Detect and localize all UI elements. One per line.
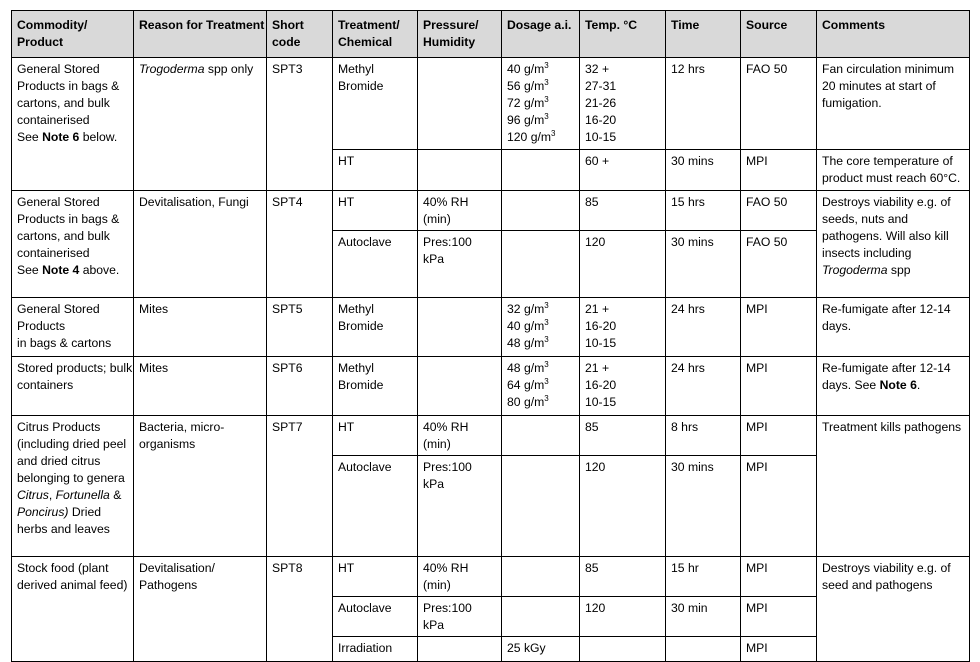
pressure-cell: 40% RH (min) <box>418 191 502 231</box>
table-row <box>12 298 970 357</box>
temp-cell: 85 <box>580 416 666 456</box>
comments-cell: Destroys viability e.g. of seeds, nuts and pathogens. Will also kill insects including Trogoderma spp <box>817 191 970 298</box>
treatment-cell: Autoclave <box>333 597 418 637</box>
comments-cell: Treatment kills pathogens <box>817 416 970 557</box>
time-cell <box>666 637 741 662</box>
source-cell: MPI <box>741 456 817 557</box>
dosage-cell <box>502 557 580 597</box>
table-row <box>12 58 970 150</box>
pressure-cell: Pres:100 kPa <box>418 231 502 298</box>
temp-cell: 120 <box>580 456 666 557</box>
treatment-cell: HT <box>333 191 418 231</box>
pressure-cell: Pres:100 kPa <box>418 456 502 557</box>
table-row <box>12 557 970 597</box>
source-cell: MPI <box>741 298 817 357</box>
pressure-cell: Pres:100 kPa <box>418 597 502 637</box>
source-cell: FAO 50 <box>741 58 817 150</box>
source-cell: FAO 50 <box>741 231 817 298</box>
commodity-cell: General Stored Products in bags & cartons <box>12 298 134 357</box>
temp-cell: 21 + 16-20 10-15 <box>580 357 666 416</box>
comments-cell: Re-fumigate after 12-14 days. <box>817 298 970 357</box>
source-cell: MPI <box>741 357 817 416</box>
header-pressure: Pressure/ Humidity <box>418 11 502 58</box>
source-cell: MPI <box>741 416 817 456</box>
short-code-cell: SPT4 <box>267 191 333 298</box>
header-source: Source <box>741 11 817 58</box>
time-cell: 30 mins <box>666 150 741 191</box>
table-row <box>12 357 970 416</box>
header-row <box>12 11 970 58</box>
reason-cell: Devitalisation, Fungi <box>134 191 267 298</box>
commodity-cell: Citrus Products (including dried peel and dried citrus belonging to genera Citrus, Fortunella & Poncirus) Dried herbs and leaves <box>12 416 134 557</box>
short-code-cell: SPT3 <box>267 58 333 191</box>
header-short-code: Short code <box>267 11 333 58</box>
pressure-cell: 40% RH (min) <box>418 416 502 456</box>
time-cell: 8 hrs <box>666 416 741 456</box>
treatment-cell: HT <box>333 416 418 456</box>
pressure-cell <box>418 298 502 357</box>
comments-cell: Fan circulation minimum 20 minutes at start of fumigation. <box>817 58 970 150</box>
pressure-cell <box>418 637 502 662</box>
time-cell: 30 min <box>666 597 741 637</box>
treatment-cell: Autoclave <box>333 231 418 298</box>
time-cell: 12 hrs <box>666 58 741 150</box>
short-code-cell: SPT7 <box>267 416 333 557</box>
treatment-table <box>11 10 970 662</box>
pressure-cell <box>418 357 502 416</box>
commodity-cell: General Stored Products in bags & cartons, and bulk containerised See Note 6 below. <box>12 58 134 191</box>
dosage-cell: 32 $g/m^3$ 40 $g/m^3$ 48 $g/m^3$ <box>502 298 580 357</box>
dosage-cell <box>502 456 580 557</box>
temp-cell: 85 <box>580 191 666 231</box>
header-dosage: Dosage a.i. <box>502 11 580 58</box>
header-treatment: Treatment/ Chemical <box>333 11 418 58</box>
table-row <box>12 191 970 231</box>
dosage-cell <box>502 597 580 637</box>
dosage-cell <box>502 416 580 456</box>
comments-cell: The core temperature of product must reach 60°C. <box>817 150 970 191</box>
treatment-cell: HT <box>333 150 418 191</box>
time-cell: 30 mins <box>666 231 741 298</box>
dosage-cell: 48 $g/m^3$ 64 $g/m^3$ 80 $g/m^3$ <box>502 357 580 416</box>
dosage-cell: 40 $g/m^3$ 56 $g/m^3$ 72 $g/m^3$ 96 $g/m^3$ 120 $g/m^3$ <box>502 58 580 150</box>
header-commodity: Commodity/ Product <box>12 11 134 58</box>
temp-cell: 120 <box>580 231 666 298</box>
reason-cell: Trogoderma spp only <box>134 58 267 191</box>
short-code-cell: SPT6 <box>267 357 333 416</box>
temp-cell <box>580 637 666 662</box>
time-cell: 24 hrs <box>666 298 741 357</box>
table-row <box>12 416 970 456</box>
treatment-cell: Irradiation <box>333 637 418 662</box>
treatment-cell: Autoclave <box>333 456 418 557</box>
header-reason: Reason for Treatment <box>134 11 267 58</box>
treatment-cell: HT <box>333 557 418 597</box>
reason-cell: Devitalisation/ Pathogens <box>134 557 267 662</box>
source-cell: MPI <box>741 597 817 637</box>
source-cell: MPI <box>741 637 817 662</box>
comments-cell: Re-fumigate after 12-14 days. See Note 6. <box>817 357 970 416</box>
short-code-cell: SPT8 <box>267 557 333 662</box>
temp-cell: 21 + 16-20 10-15 <box>580 298 666 357</box>
commodity-cell: General Stored Products in bags & cartons, and bulk containerised See Note 4 above. <box>12 191 134 298</box>
pressure-cell: 40% RH (min) <box>418 557 502 597</box>
dosage-cell <box>502 150 580 191</box>
treatment-cell: Methyl Bromide <box>333 298 418 357</box>
header-temp: Temp. °C <box>580 11 666 58</box>
temp-cell: 32 + 27-31 21-26 16-20 10-15 <box>580 58 666 150</box>
reason-cell: Bacteria, micro- organisms <box>134 416 267 557</box>
dosage-cell <box>502 231 580 298</box>
time-cell: 24 hrs <box>666 357 741 416</box>
time-cell: 15 hrs <box>666 191 741 231</box>
pressure-cell <box>418 150 502 191</box>
temp-cell: 85 <box>580 557 666 597</box>
treatment-cell: Methyl Bromide <box>333 58 418 150</box>
source-cell: MPI <box>741 557 817 597</box>
dosage-cell <box>502 191 580 231</box>
dosage-cell: 25 kGy <box>502 637 580 662</box>
commodity-cell: Stored products; bulk containers <box>12 357 134 416</box>
temp-cell: 60 + <box>580 150 666 191</box>
reason-cell: Mites <box>134 357 267 416</box>
treatment-cell: Methyl Bromide <box>333 357 418 416</box>
source-cell: FAO 50 <box>741 191 817 231</box>
commodity-cell: Stock food (plant derived animal feed) <box>12 557 134 662</box>
header-time: Time <box>666 11 741 58</box>
temp-cell: 120 <box>580 597 666 637</box>
header-comments: Comments <box>817 11 970 58</box>
time-cell: 30 mins <box>666 456 741 557</box>
reason-cell: Mites <box>134 298 267 357</box>
pressure-cell <box>418 58 502 150</box>
comments-cell: Destroys viability e.g. of seed and pathogens <box>817 557 970 662</box>
time-cell: 15 hr <box>666 557 741 597</box>
short-code-cell: SPT5 <box>267 298 333 357</box>
source-cell: MPI <box>741 150 817 191</box>
